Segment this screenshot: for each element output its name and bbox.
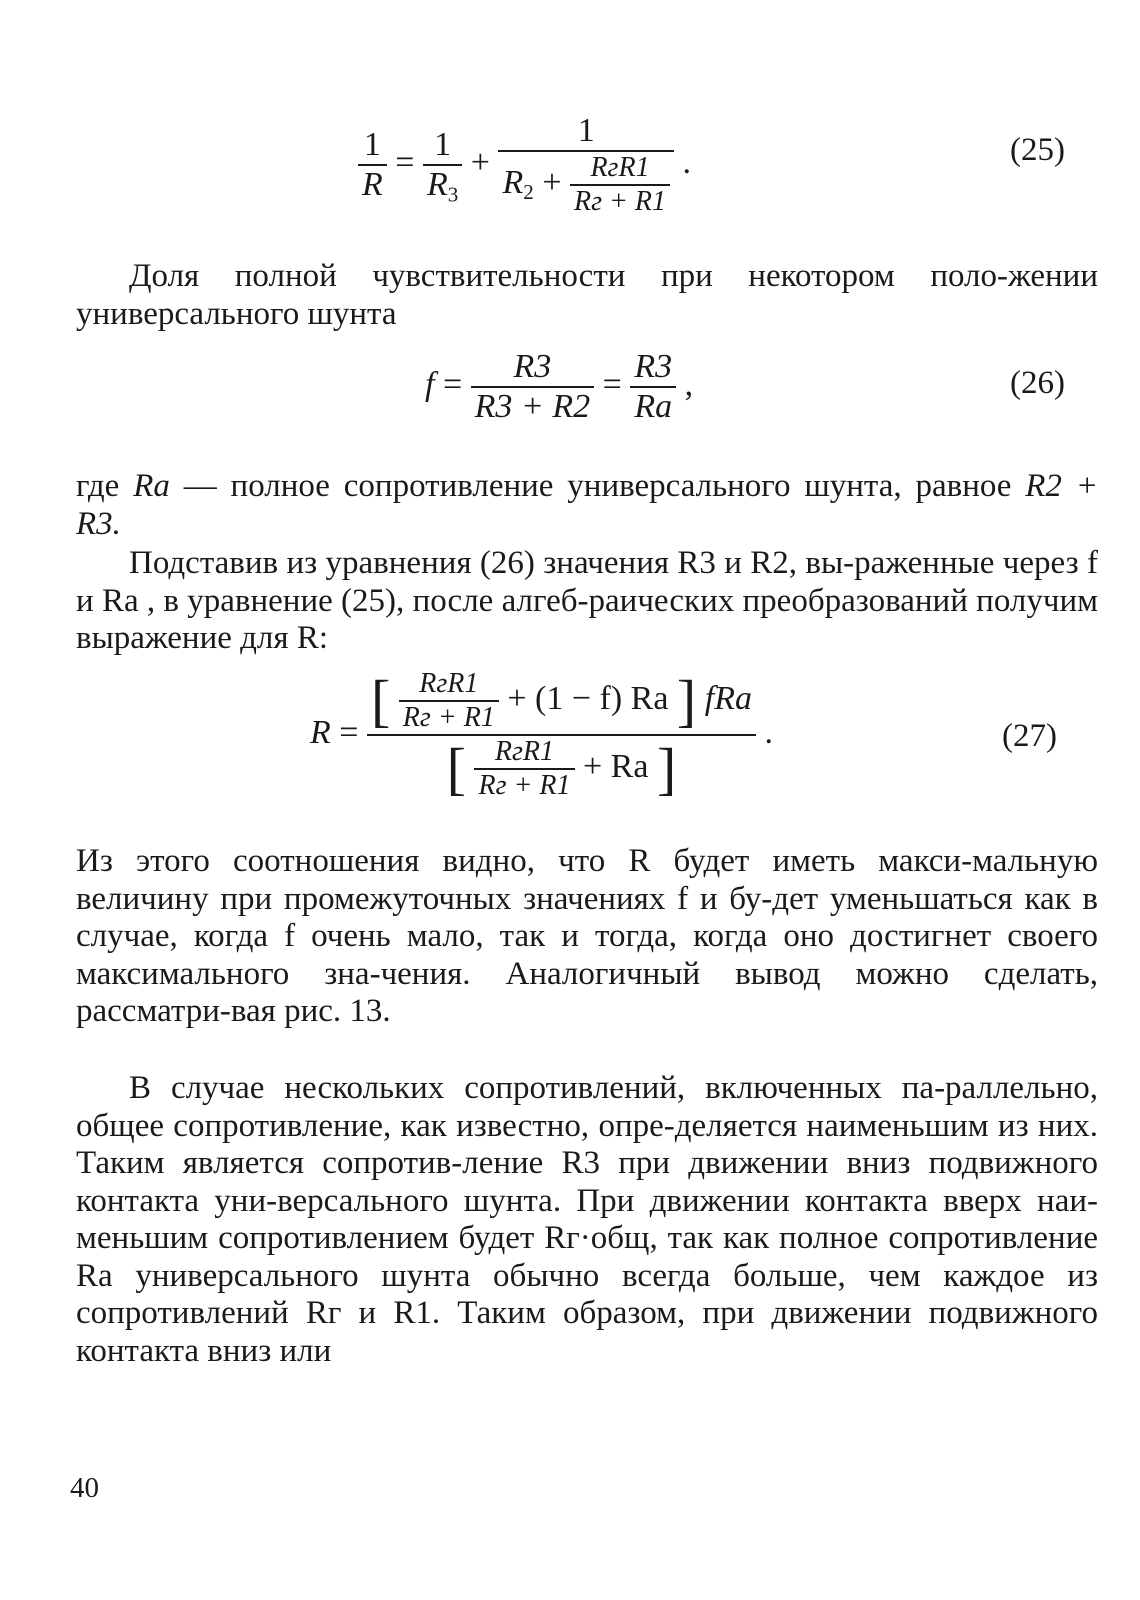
eq27-num-inner-den: Rг + R1 <box>402 702 495 733</box>
equation-number-27: (27) <box>1002 718 1057 754</box>
eq26-f1-den: R3 + R2 <box>474 388 591 425</box>
eq26-f1-num: R3 <box>513 348 552 385</box>
eq25-lhs-num: 1 <box>363 126 381 163</box>
page-number: 40 <box>70 1472 99 1504</box>
eq25-t2-den-prefix: R <box>502 163 524 201</box>
eq25-t1-den-sub: 3 <box>447 182 459 207</box>
paragraph-5: В случае нескольких сопротивлений, включенных па-раллельно, общее сопротивление, как известно, опре-деляется наименьшим из них. Таким является сопротив-ление R3 при движении вниз подвижного контакта уни-версального шунта. При движении контакта вверх наи-меньшим сопротивлением будет Rг·общ, так как полное сопротивление Ra универсального шунта обычно всегда больше, чем каждое из сопротивлений Rг и R1. Таким образом, при движении подвижного контакта вниз или <box>76 1070 1098 1369</box>
equation-26: f = $\frac{R3}{R3 + R2}$ = $\frac{R3}{Ra}$ , <box>425 348 694 425</box>
eq25-term1 <box>423 126 462 207</box>
eq25-inner-num: RгR1 <box>590 152 650 183</box>
p2-where: где <box>76 468 120 504</box>
equation-25: $\frac{1}{R}$ = $\frac{1}{R_3}$ + 1 $R_2$ + $\frac{\text{RгR1}}{Rг + R1}$ . <box>358 112 691 218</box>
eq27-den-inner-frac <box>474 736 574 802</box>
eq27-num-inner-num: RгR1 <box>419 668 479 699</box>
eq25-term2: 1 $R_2$ + $\frac{\text{RгR1}}{Rг + R1}$ <box>498 112 674 218</box>
equation-number-25: (25) <box>1010 132 1065 168</box>
eq25-t1-num: 1 <box>434 126 452 163</box>
eq27-den-inner-num: RгR1 <box>494 736 555 767</box>
paragraph-4: Из этого соотношения видно, что R будет иметь макси-мальную величину при промежуточных значениях f и бу-дет уменьшаться как в случае, когда f очень мало, так и тогда, когда оно достигнет своего максимального зна-чения. Аналогичный вывод можно сделать, рассматри-вая рис. 13. <box>76 843 1098 1029</box>
eq26-frac-2 <box>630 348 676 426</box>
p2-symbol-ra: Ra <box>133 468 170 504</box>
p2-text: — полное сопротивление универсального шунта, равное <box>183 468 1012 504</box>
paragraph-2 <box>76 468 1098 543</box>
eq25-t2-num: 1 <box>577 112 595 149</box>
eq27-mid: + (1 − f) Ra <box>507 679 669 717</box>
eq25-inner-den: Rг + R1 <box>574 186 667 217</box>
equation-number-26: (26) <box>1010 365 1065 401</box>
eq26-f2-den: Ra <box>634 388 673 425</box>
p2-symbol-sum: R2 + R3. <box>76 468 1099 542</box>
eq26-f2-num: R3 <box>634 348 673 385</box>
equation-27: R = [ $\frac{\text{RгR1}}{Rг + R1}$ + (1 − f) Ra ] fRa [ $\frac{\text{RгR1}}{Rг + R1}$ + Ra ] . <box>310 668 773 801</box>
eq25-t1-den: R <box>426 166 448 203</box>
eq27-den-inner-den: Rг + R1 <box>478 770 571 801</box>
eq27-lhs: R <box>310 713 331 751</box>
eq25-inner-frac <box>570 152 670 218</box>
paragraph-1: Доля полной чувствительности при некотором поло-жении универсального шунта <box>76 258 1098 332</box>
eq27-tail: fRa <box>704 679 752 717</box>
eq27-num-inner-frac <box>399 668 499 734</box>
eq27-den-tail: + Ra <box>583 747 649 785</box>
paragraph-3: Подставив из уравнения (26) значения R3 и R2, вы-раженные через f и Ra , в уравнение (25), после алгеб-раических преобразований получим выражение для R: <box>76 545 1098 656</box>
eq25-lhs-den: R <box>362 166 383 203</box>
eq25-t2-den-prefix-sub: 2 <box>523 180 534 205</box>
eq25-lhs <box>358 126 387 204</box>
eq26-lhs: f <box>425 365 435 403</box>
eq27-main-frac: [ $\frac{\text{RгR1}}{Rг + R1}$ + (1 − f) Ra ] fRa [ $\frac{\text{RгR1}}{Rг + R1}$ + Ra ] <box>367 668 756 802</box>
eq26-frac-1 <box>471 348 594 426</box>
